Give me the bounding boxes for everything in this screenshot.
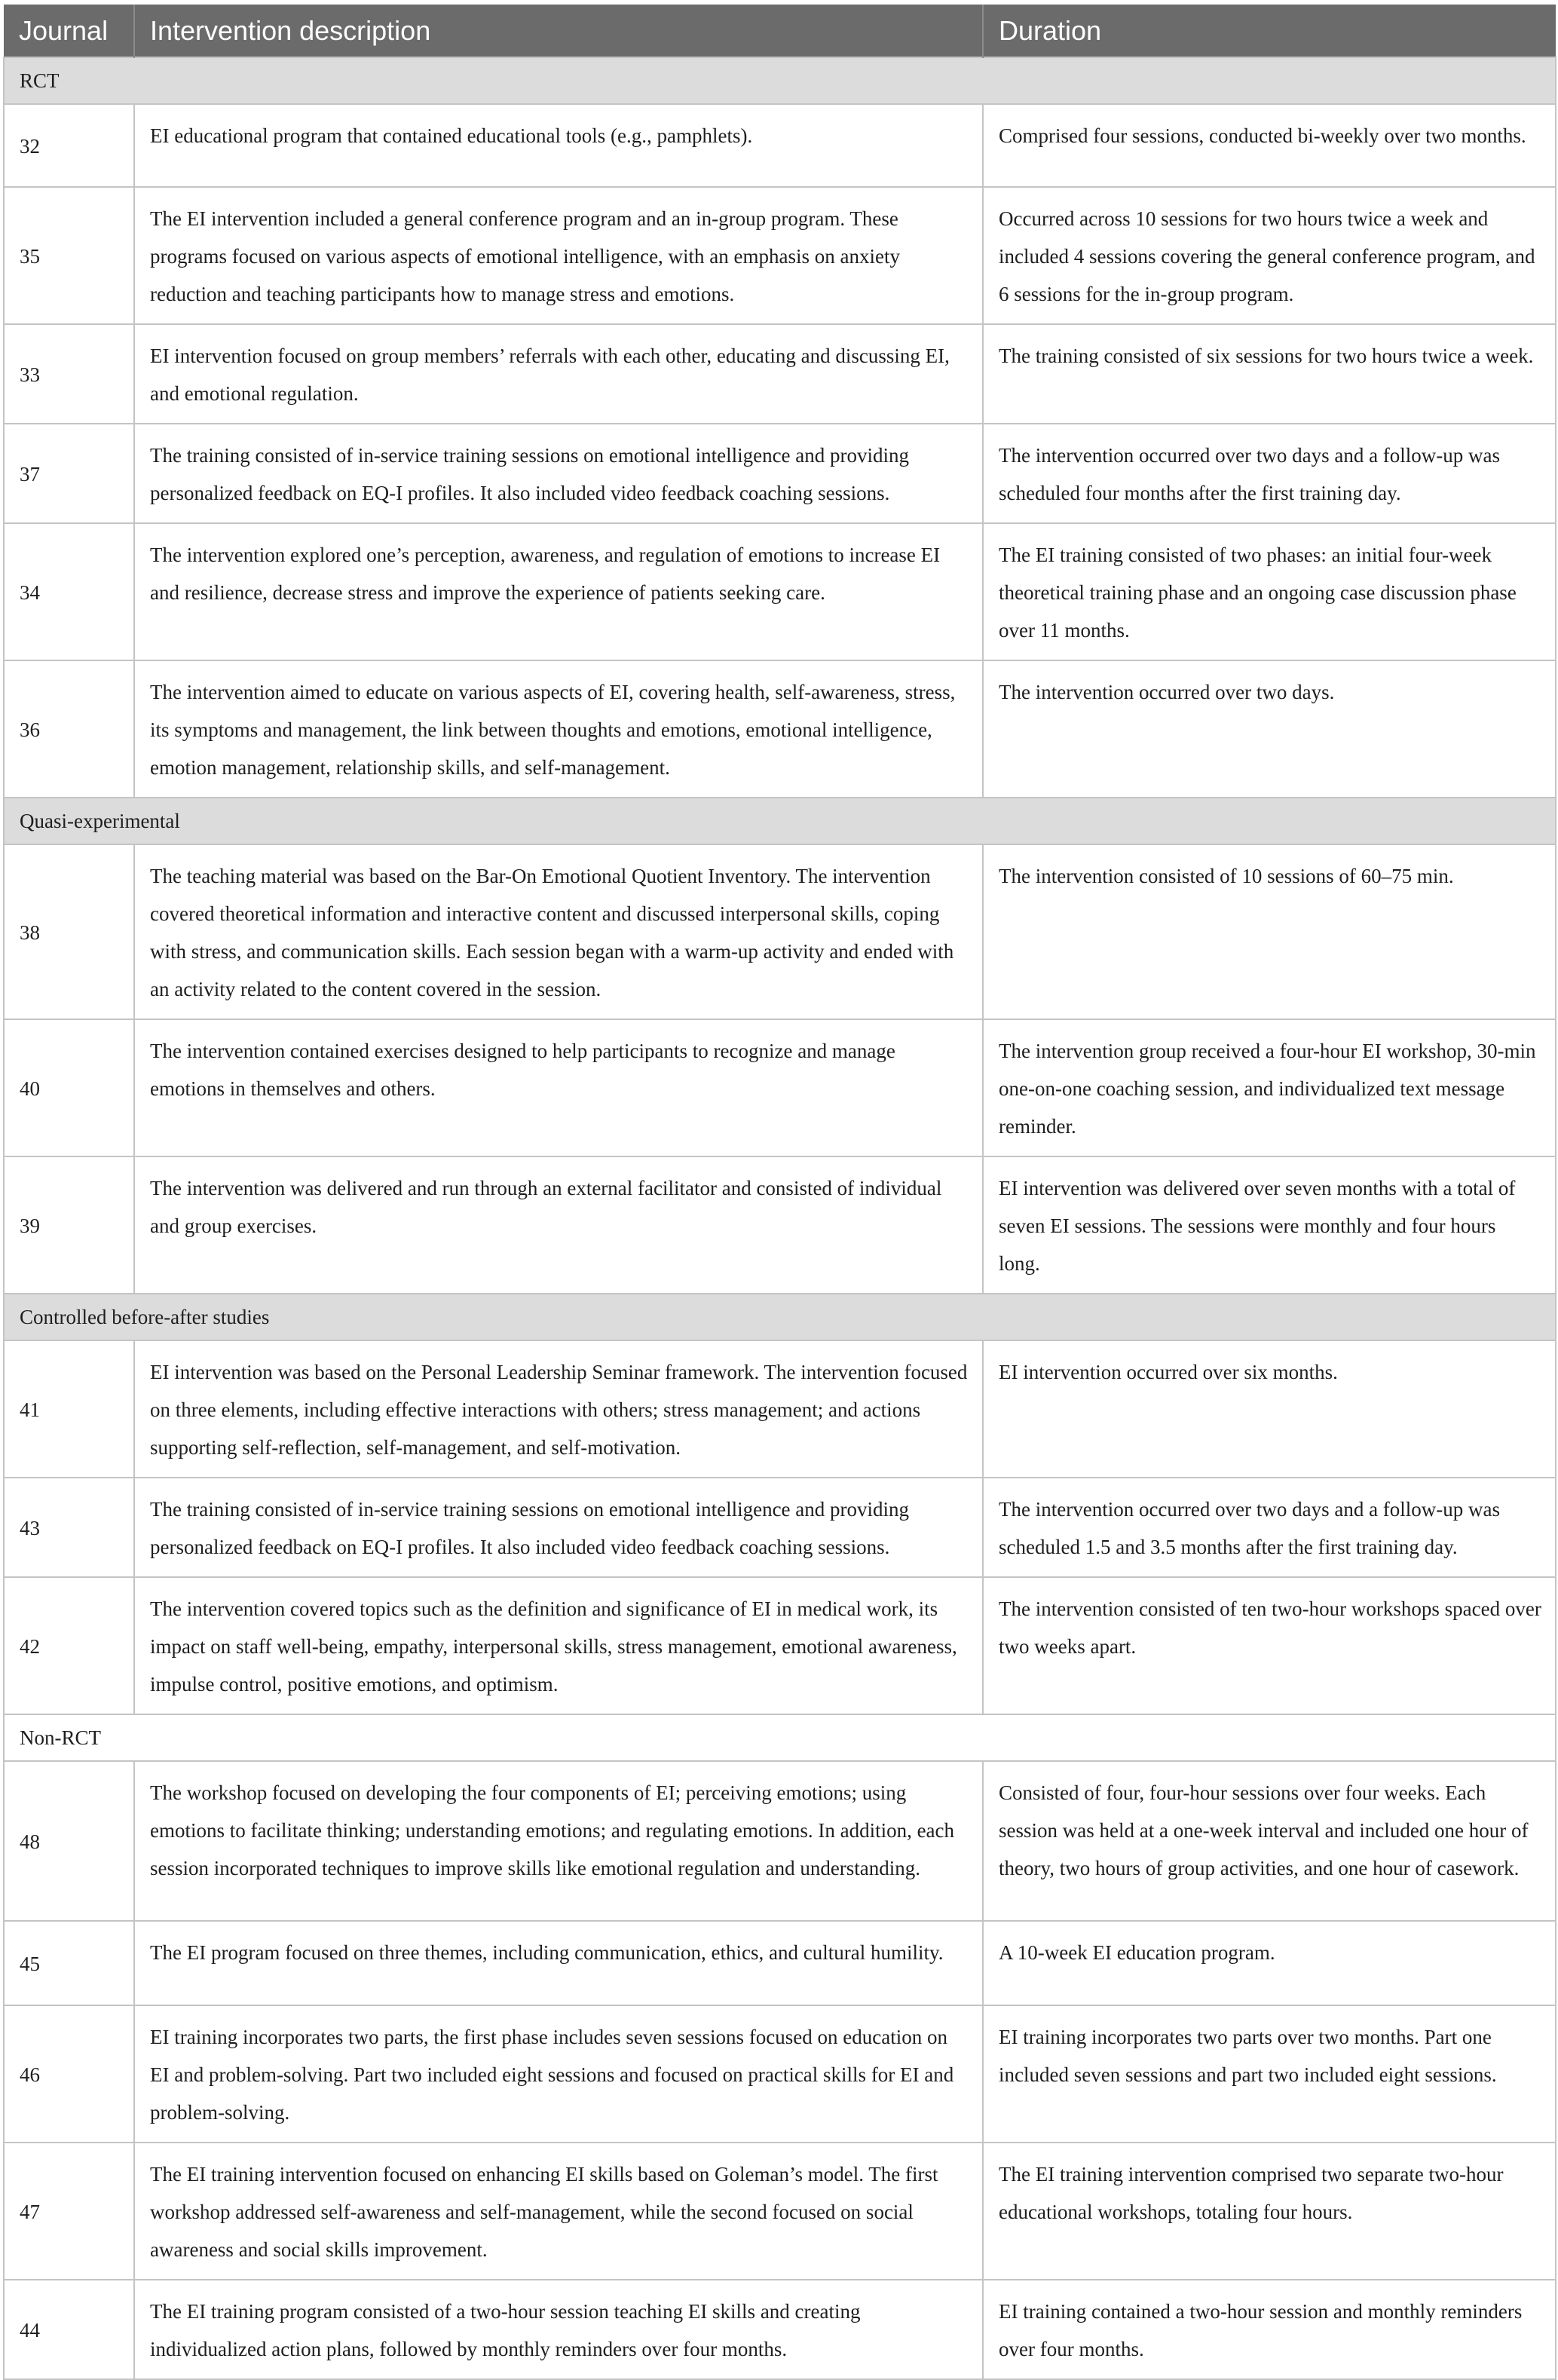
journal-cell: 36 xyxy=(4,660,134,798)
group-row-quasi-experimental xyxy=(4,798,1556,844)
header-row xyxy=(4,5,1556,57)
duration-cell: Consisted of four, four-hour sessions over four weeks. Each session was held at a one-week interval and included one hour of theory, two hours of group activities, and one hour of casework. xyxy=(983,1761,1556,1921)
journal-cell: 43 xyxy=(4,1478,134,1577)
table-row xyxy=(4,1478,1556,1577)
journal-cell: 32 xyxy=(4,104,134,187)
table-row xyxy=(4,187,1556,324)
journal-cell: 42 xyxy=(4,1577,134,1714)
duration-cell: The intervention group received a four-hour EI workshop, 30-min one-on-one coaching session, and individualized text message reminder. xyxy=(983,1019,1556,1156)
duration-cell: The intervention occurred over two days and a follow-up was scheduled four months after the first training day. xyxy=(983,424,1556,523)
table-row xyxy=(4,844,1556,1019)
table-row xyxy=(4,660,1556,798)
duration-cell: EI training incorporates two parts over two months. Part one included seven sessions and part two included eight sessions. xyxy=(983,2005,1556,2143)
table-row xyxy=(4,1019,1556,1156)
description-cell: The intervention aimed to educate on various aspects of EI, covering health, self-awareness, stress, its symptoms and management, the link between thoughts and emotions, emotional intelligence, emotion management, relationship skills, and self-management. xyxy=(134,660,983,798)
journal-cell: 40 xyxy=(4,1019,134,1156)
group-label: RCT xyxy=(4,57,1556,104)
group-label: Quasi-experimental xyxy=(4,798,1556,844)
header-journal: Journal xyxy=(4,5,134,57)
table-row xyxy=(4,523,1556,660)
description-cell: EI intervention focused on group members’ referrals with each other, educating and discussing EI, and emotional regulation. xyxy=(134,324,983,424)
journal-cell: 44 xyxy=(4,2280,134,2379)
description-cell: The intervention covered topics such as the definition and significance of EI in medical work, its impact on staff well-being, empathy, interpersonal skills, stress management, emotional awareness, impulse control, positive emotions, and optimism. xyxy=(134,1577,983,1714)
duration-cell: The intervention occurred over two days. xyxy=(983,660,1556,798)
description-cell: The intervention contained exercises designed to help participants to recognize and manage emotions in themselves and others. xyxy=(134,1019,983,1156)
duration-cell: EI training contained a two-hour session and monthly reminders over four months. xyxy=(983,2280,1556,2379)
duration-cell: The intervention occurred over two days and a follow-up was scheduled 1.5 and 3.5 months after the first training day. xyxy=(983,1478,1556,1577)
header-intervention-description: Intervention description xyxy=(134,5,983,57)
journal-cell: 33 xyxy=(4,324,134,424)
table-row xyxy=(4,424,1556,523)
journal-cell: 38 xyxy=(4,844,134,1019)
header-duration: Duration xyxy=(983,5,1556,57)
table-row xyxy=(4,324,1556,424)
group-row-rct xyxy=(4,57,1556,104)
duration-cell: Occurred across 10 sessions for two hours twice a week and included 4 sessions covering the general conference program, and 6 sessions for the in-group program. xyxy=(983,187,1556,324)
description-cell: The intervention explored one’s perception, awareness, and regulation of emotions to increase EI and resilience, decrease stress and improve the experience of patients seeking care. xyxy=(134,523,983,660)
description-cell: The intervention was delivered and run through an external facilitator and consisted of individual and group exercises. xyxy=(134,1156,983,1294)
description-cell: The EI training intervention focused on enhancing EI skills based on Goleman’s model. The first workshop addressed self-awareness and self-management, while the second focused on social awareness and social skills improvement. xyxy=(134,2143,983,2280)
duration-cell: The training consisted of six sessions for two hours twice a week. xyxy=(983,324,1556,424)
duration-cell: EI intervention was delivered over seven months with a total of seven EI sessions. The sessions were monthly and four hours long. xyxy=(983,1156,1556,1294)
duration-cell: Comprised four sessions, conducted bi-weekly over two months. xyxy=(983,104,1556,187)
duration-cell: A 10-week EI education program. xyxy=(983,1921,1556,2005)
table-row xyxy=(4,1340,1556,1478)
description-cell: The EI program focused on three themes, including communication, ethics, and cultural humility. xyxy=(134,1921,983,2005)
description-cell: The workshop focused on developing the four components of EI; perceiving emotions; using emotions to facilitate thinking; understanding emotions; and regulating emotions. In addition, each session incorporated techniques to improve skills like emotional regulation and understanding. xyxy=(134,1761,983,1921)
table-row xyxy=(4,1761,1556,1921)
table-row xyxy=(4,1156,1556,1294)
table-row xyxy=(4,2005,1556,2143)
journal-cell: 46 xyxy=(4,2005,134,2143)
description-cell: The training consisted of in-service training sessions on emotional intelligence and providing personalized feedback on EQ-I profiles. It also included video feedback coaching sessions. xyxy=(134,424,983,523)
group-row-controlled-before-after xyxy=(4,1294,1556,1340)
duration-cell: EI intervention occurred over six months. xyxy=(983,1340,1556,1478)
journal-cell: 48 xyxy=(4,1761,134,1921)
journal-cell: 45 xyxy=(4,1921,134,2005)
group-label: Non-RCT xyxy=(4,1714,1556,1761)
group-row-non-rct xyxy=(4,1714,1556,1761)
duration-cell: The intervention consisted of ten two-hour workshops spaced over two weeks apart. xyxy=(983,1577,1556,1714)
journal-cell: 39 xyxy=(4,1156,134,1294)
description-cell: EI training incorporates two parts, the first phase includes seven sessions focused on education on EI and problem-solving. Part two included eight sessions and focused on practical skills for EI and problem-solving. xyxy=(134,2005,983,2143)
duration-cell: The EI training consisted of two phases: an initial four-week theoretical training phase and an ongoing case discussion phase over 11 months. xyxy=(983,523,1556,660)
duration-cell: The intervention consisted of 10 sessions of 60–75 min. xyxy=(983,844,1556,1019)
table-row xyxy=(4,2143,1556,2280)
interventions-table xyxy=(3,5,1556,2380)
description-cell: The teaching material was based on the Bar-On Emotional Quotient Inventory. The intervention covered theoretical information and interactive content and discussed interpersonal skills, coping with stress, and communication skills. Each session began with a warm-up activity and ended with an activity related to the content covered in the session. xyxy=(134,844,983,1019)
table-container xyxy=(3,5,1555,2380)
table-row xyxy=(4,1921,1556,2005)
table-row xyxy=(4,104,1556,187)
journal-cell: 47 xyxy=(4,2143,134,2280)
journal-cell: 34 xyxy=(4,523,134,660)
duration-cell: The EI training intervention comprised two separate two-hour educational workshops, totaling four hours. xyxy=(983,2143,1556,2280)
description-cell: The EI intervention included a general conference program and an in-group program. These programs focused on various aspects of emotional intelligence, with an emphasis on anxiety reduction and teaching participants how to manage stress and emotions. xyxy=(134,187,983,324)
description-cell: The training consisted of in-service training sessions on emotional intelligence and providing personalized feedback on EQ-I profiles. It also included video feedback coaching sessions. xyxy=(134,1478,983,1577)
group-label: Controlled before-after studies xyxy=(4,1294,1556,1340)
description-cell: The EI training program consisted of a two-hour session teaching EI skills and creating individualized action plans, followed by monthly reminders over four months. xyxy=(134,2280,983,2379)
journal-cell: 37 xyxy=(4,424,134,523)
table-row xyxy=(4,1577,1556,1714)
description-cell: EI intervention was based on the Personal Leadership Seminar framework. The intervention focused on three elements, including effective interactions with others; stress management; and actions supporting self-reflection, self-management, and self-motivation. xyxy=(134,1340,983,1478)
journal-cell: 35 xyxy=(4,187,134,324)
journal-cell: 41 xyxy=(4,1340,134,1478)
description-cell: EI educational program that contained educational tools (e.g., pamphlets). xyxy=(134,104,983,187)
table-row xyxy=(4,2280,1556,2379)
